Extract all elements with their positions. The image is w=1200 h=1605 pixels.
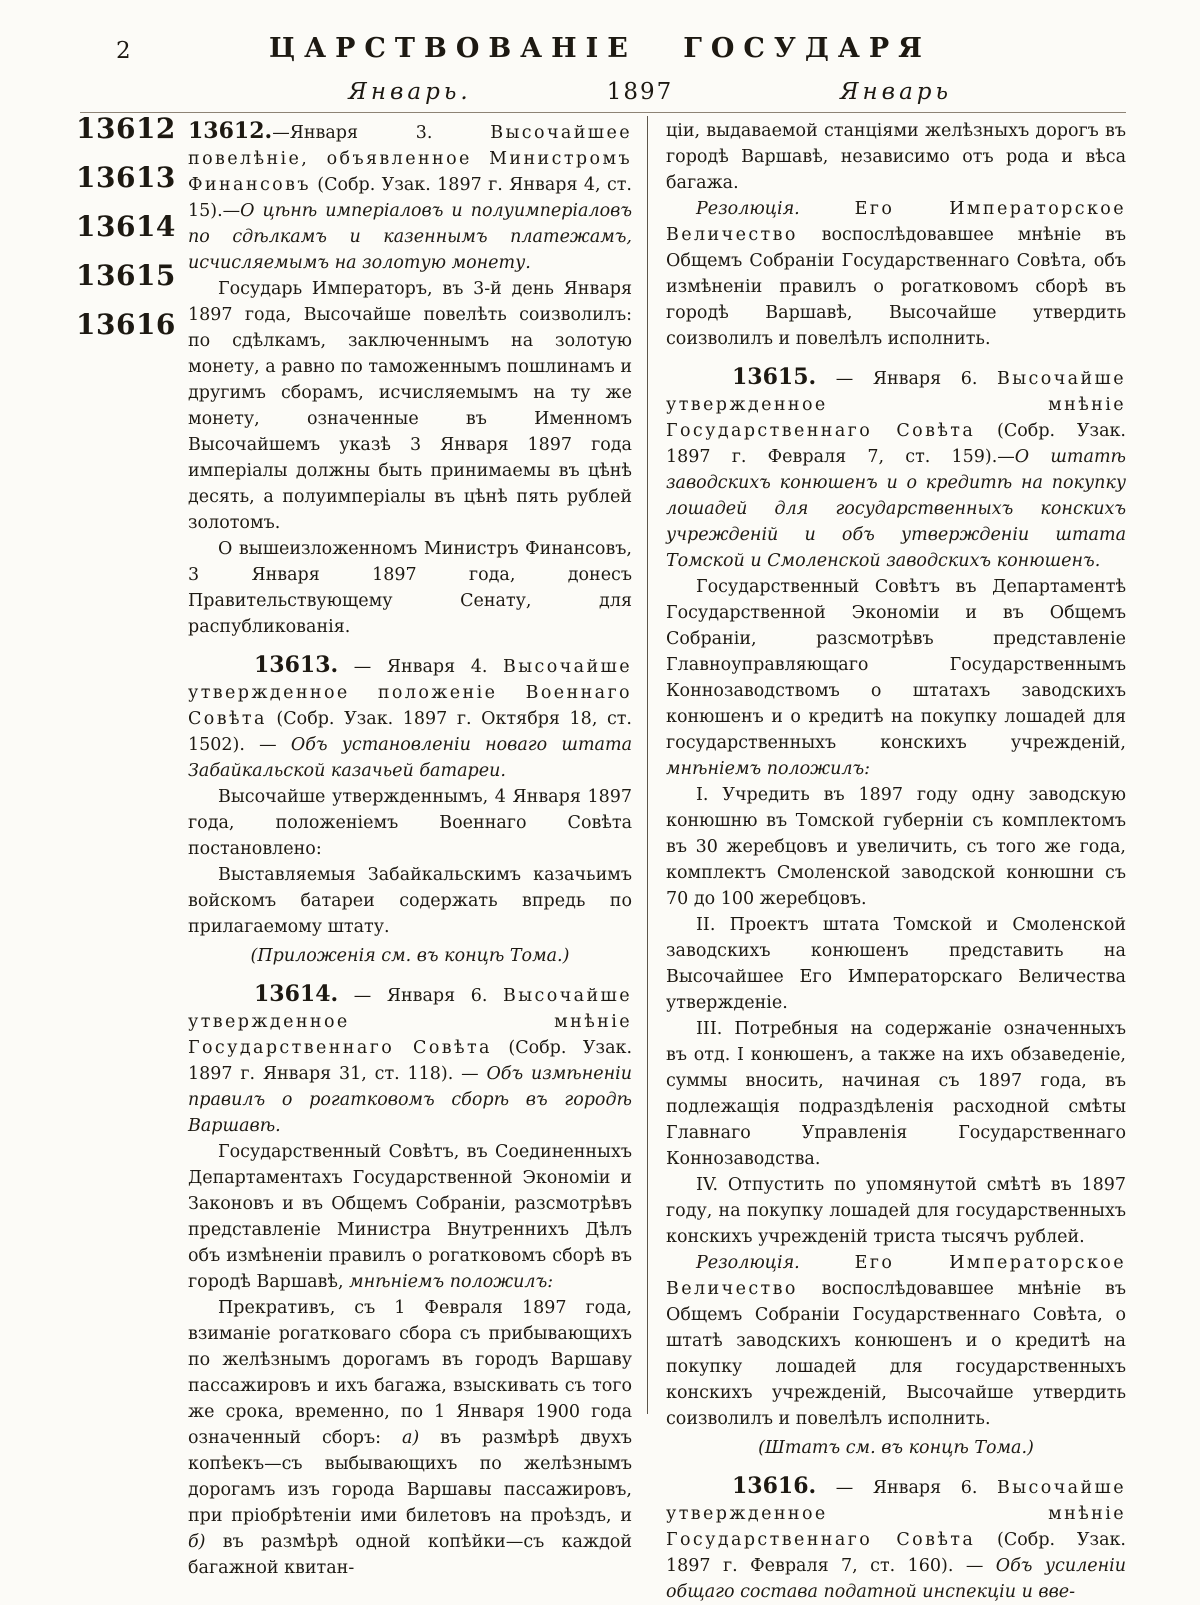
- text-segment: въ размѣрѣ двухъ копѣекъ—съ выбывающихъ по желѣзнымъ дорогамъ изъ города Варшавы пассажировъ, при пріобрѣтеніи ими билетовъ на проѣздъ, и: [188, 1428, 632, 1526]
- text-segment: Высочайше утвержденное положеніе Военнаго Совѣта: [188, 657, 632, 729]
- entry-number: 13615.: [732, 364, 817, 390]
- text-segment: Резолюція.: [696, 1253, 800, 1273]
- paragraph: [666, 118, 1126, 196]
- text-segment: (Собр. Узак. 1897 г. Января 31, ст. 118). —: [188, 1038, 633, 1084]
- text-segment: Его Императорское Величество: [666, 1253, 1126, 1299]
- text-segment: О штатѣ заводскихъ конюшенъ и о кредитѣ на покупку лошадей для государственныхъ конскихъ учрежденій и объ утвержденіи штата Томской и Смоленской заводскихъ конюшенъ.: [666, 447, 1126, 571]
- paragraph: [666, 1016, 1126, 1172]
- paragraph: [666, 1250, 1126, 1432]
- paragraph: [188, 1139, 632, 1295]
- running-head-month-right: Январь: [839, 79, 953, 105]
- text-segment: б): [188, 1532, 206, 1552]
- margin-entry-number: 13614: [76, 210, 176, 243]
- text-segment: Высочайше утвержденнымъ, 4 Января 1897 года, положеніемъ Военнаго Совѣта постановлено:: [188, 787, 632, 859]
- text-segment: Государственный Совѣтъ, въ Соединенныхъ Департаментахъ Государственной Экономіи и Законовъ и въ Общемъ Собраніи, разсмотрѣвъ представленіе Министра Внутреннихъ Дѣлъ объ измѣненіи правилъ о рогатковомъ сборѣ въ городѣ Варшавѣ,: [188, 1142, 632, 1292]
- text-segment: а): [401, 1428, 420, 1448]
- text-segment: въ размѣрѣ одной копѣйки—съ каждой багажной квитан-: [188, 1532, 632, 1578]
- text-segment: — Января 4.: [338, 657, 503, 677]
- text-segment: — Января 6.: [338, 986, 503, 1006]
- text-segment: Объ усиленіи общаго состава податной инспекціи и вве-: [666, 1556, 1126, 1602]
- paragraph: [666, 782, 1126, 912]
- text-segment: Государь Императоръ, въ 3-й день Января 1897 года, Высочайше повелѣть соизволилъ: по сдѣлкамъ, заключеннымъ на золотую монету, а равно по таможеннымъ пошлинамъ и другимъ сборамъ, исчисляемымъ на ту же монету, означенные въ Именномъ Высочайшемъ указѣ 3 Января 1897 года имперіалы должны быть принимаемы въ цѣнѣ десять, а полуимперіалы въ цѣнѣ пять рублей золотомъ.: [188, 279, 632, 533]
- text-segment: Государственный Совѣтъ въ Департаментѣ Государственной Экономіи и въ Общемъ Собраніи, разсмотрѣвъ представленіе Главноуправляющаго Государственнымъ Коннозаводствомъ о штатахъ заводскихъ конюшенъ и о кредитѣ на покупку лошадей для государственныхъ конскихъ учрежденій,: [666, 577, 1126, 753]
- text-segment: I. Учредить въ 1897 году одну заводскую конюшню въ Томской губерніи съ комплектомъ въ 30 жеребцовъ и увеличить, съ того же года, комплектъ Смоленской заводской конюшни съ 70 до 100 жеребцовъ.: [666, 785, 1126, 909]
- margin-entry-number: 13612: [76, 112, 176, 145]
- text-segment: Высочайшее повелѣніе, объявленное Министромъ Финансовъ: [188, 123, 632, 195]
- margin-entry-number: 13616: [76, 308, 176, 341]
- text-segment: (Собр. Узак. 1897 г. Февраля 7, ст. 160). —: [666, 1530, 1126, 1576]
- entry-heading: [188, 981, 632, 1139]
- running-head-month-left: Январь.: [348, 79, 472, 105]
- text-segment: мнѣніемъ положилъ:: [666, 759, 871, 779]
- entry-number: 13616.: [732, 1473, 817, 1499]
- text-segment: О цѣнѣ имперіаловъ и полуимперіаловъ по сдѣлкамъ и казеннымъ платежамъ, исчисляемымъ на золотую монету.: [188, 201, 632, 273]
- paragraph: [666, 1172, 1126, 1250]
- text-segment: О вышеизложенномъ Министръ Финансовъ, 3 Января 1897 года, донесъ Правительствующему Сенату, для распубликованія.: [188, 539, 632, 637]
- left-column: [188, 118, 632, 1581]
- text-segment: (Приложенія см. въ концѣ Тома.): [250, 946, 570, 966]
- header-rule: [80, 112, 1126, 113]
- text-segment: Его Императорское Величество: [666, 199, 1126, 245]
- text-segment: (Собр. Узак. 1897 г. Октября 18, ст. 1502). —: [188, 709, 632, 755]
- text-segment: ціи, выдаваемой станціями желѣзныхъ дорогъ въ городѣ Варшавѣ, независимо отъ рода и вѣса багажа.: [666, 121, 1126, 193]
- column-divider: [647, 116, 648, 1414]
- paragraph: [188, 784, 632, 862]
- entry-number: 13614.: [254, 981, 339, 1007]
- reference-note: [188, 943, 632, 969]
- paragraph: [666, 196, 1126, 352]
- page-title: ЦАРСТВОВАНІЕ ГОСУДАРЯ: [269, 33, 931, 64]
- paragraph: [188, 1295, 632, 1581]
- page-number: 2: [116, 38, 131, 64]
- margin-entry-number: 13613: [76, 161, 176, 194]
- text-segment: II. Проектъ штата Томской и Смоленской заводскихъ конюшенъ представить на Высочайшее Его Императорскаго Величества утвержденіе.: [666, 915, 1126, 1013]
- entry-heading: [188, 118, 632, 276]
- entry-number: 13613.: [254, 652, 339, 678]
- text-segment: (Штатъ см. въ концѣ Тома.): [758, 1438, 1034, 1458]
- text-segment: — Января 6.: [816, 1478, 997, 1498]
- running-head-year: 1897: [606, 79, 674, 105]
- text-segment: мнѣніемъ положилъ:: [349, 1272, 554, 1292]
- paragraph: [188, 276, 632, 536]
- entry-heading: [666, 364, 1126, 574]
- paragraph: [188, 862, 632, 940]
- text-segment: —Января 3.: [272, 123, 491, 143]
- text-segment: Выставляемыя Забайкальскимъ казачьимъ войскомъ батареи содержать впредь по прилагаемому штату.: [188, 865, 632, 937]
- text-segment: Объ измѣненіи правилъ о рогатковомъ сборѣ въ городѣ Варшавѣ.: [188, 1064, 632, 1136]
- text-segment: III. Потребныя на содержаніе означенныхъ въ отд. I конюшенъ, а также на ихъ обзаведеніе, суммы вносить, начиная съ 1897 года, въ подлежащія подраздѣленія расходной смѣты Главнаго Управленія Государственнаго Коннозаводства.: [666, 1019, 1126, 1169]
- text-segment: (Собр. Узак. 1897 г. Февраля 7, ст. 159).—: [666, 421, 1126, 467]
- text-segment: Прекративъ, съ 1 Февраля 1897 года, взиманіе рогатковаго сбора съ прибывающихъ по желѣзнымъ дорогамъ въ городъ Варшаву пассажировъ и ихъ багажа, взыскивать съ того же срока, временно, по 1 Января 1900 года означенный сборъ:: [188, 1298, 632, 1448]
- paragraph: [188, 536, 632, 640]
- entry-number: 13612.: [188, 118, 273, 144]
- paragraph: [666, 574, 1126, 782]
- right-column: [666, 118, 1126, 1605]
- text-segment: воспослѣдовавшее мнѣніе въ Общемъ Собраніи Государственнаго Совѣта, объ измѣненіи правилъ о рогатковомъ сборѣ въ городѣ Варшавѣ, Высочайше утвердить соизволилъ и повелѣлъ исполнить.: [666, 225, 1126, 349]
- entry-heading: [188, 652, 632, 784]
- text-segment: Объ установленіи новаго штата Забайкальской казачьей батареи.: [188, 735, 632, 781]
- margin-numbers: [76, 104, 182, 349]
- text-segment: Высочайше утвержденное мнѣніе Государственнаго Совѣта: [666, 1478, 1126, 1550]
- reference-note: [666, 1435, 1126, 1461]
- entry-heading: [666, 1473, 1126, 1605]
- text-segment: Резолюція.: [696, 199, 800, 219]
- margin-entry-number: 13615: [76, 259, 176, 292]
- text-segment: воспослѣдовавшее мнѣніе въ Общемъ Собраніи Государственнаго Совѣта, о штатѣ заводскихъ конюшенъ и о кредитѣ на покупку лошадей для государственныхъ конскихъ учрежденій, Высочайше утвердить соизволилъ и повелѣлъ исполнить.: [666, 1279, 1126, 1429]
- text-segment: Высочайше утвержденное мнѣніе Государственнаго Совѣта: [666, 369, 1126, 441]
- text-segment: Высочайше утвержденное мнѣніе Государственнаго Совѣта: [188, 986, 632, 1058]
- text-segment: — Января 6.: [816, 369, 997, 389]
- paragraph: [666, 912, 1126, 1016]
- text-segment: IV. Отпустить по упомянутой смѣтѣ въ 1897 году, на покупку лошадей для государственныхъ конскихъ учрежденій триста тысячъ рублей.: [666, 1175, 1126, 1247]
- text-segment: (Собр. Узак. 1897 г. Января 4, ст. 15).—: [188, 175, 632, 221]
